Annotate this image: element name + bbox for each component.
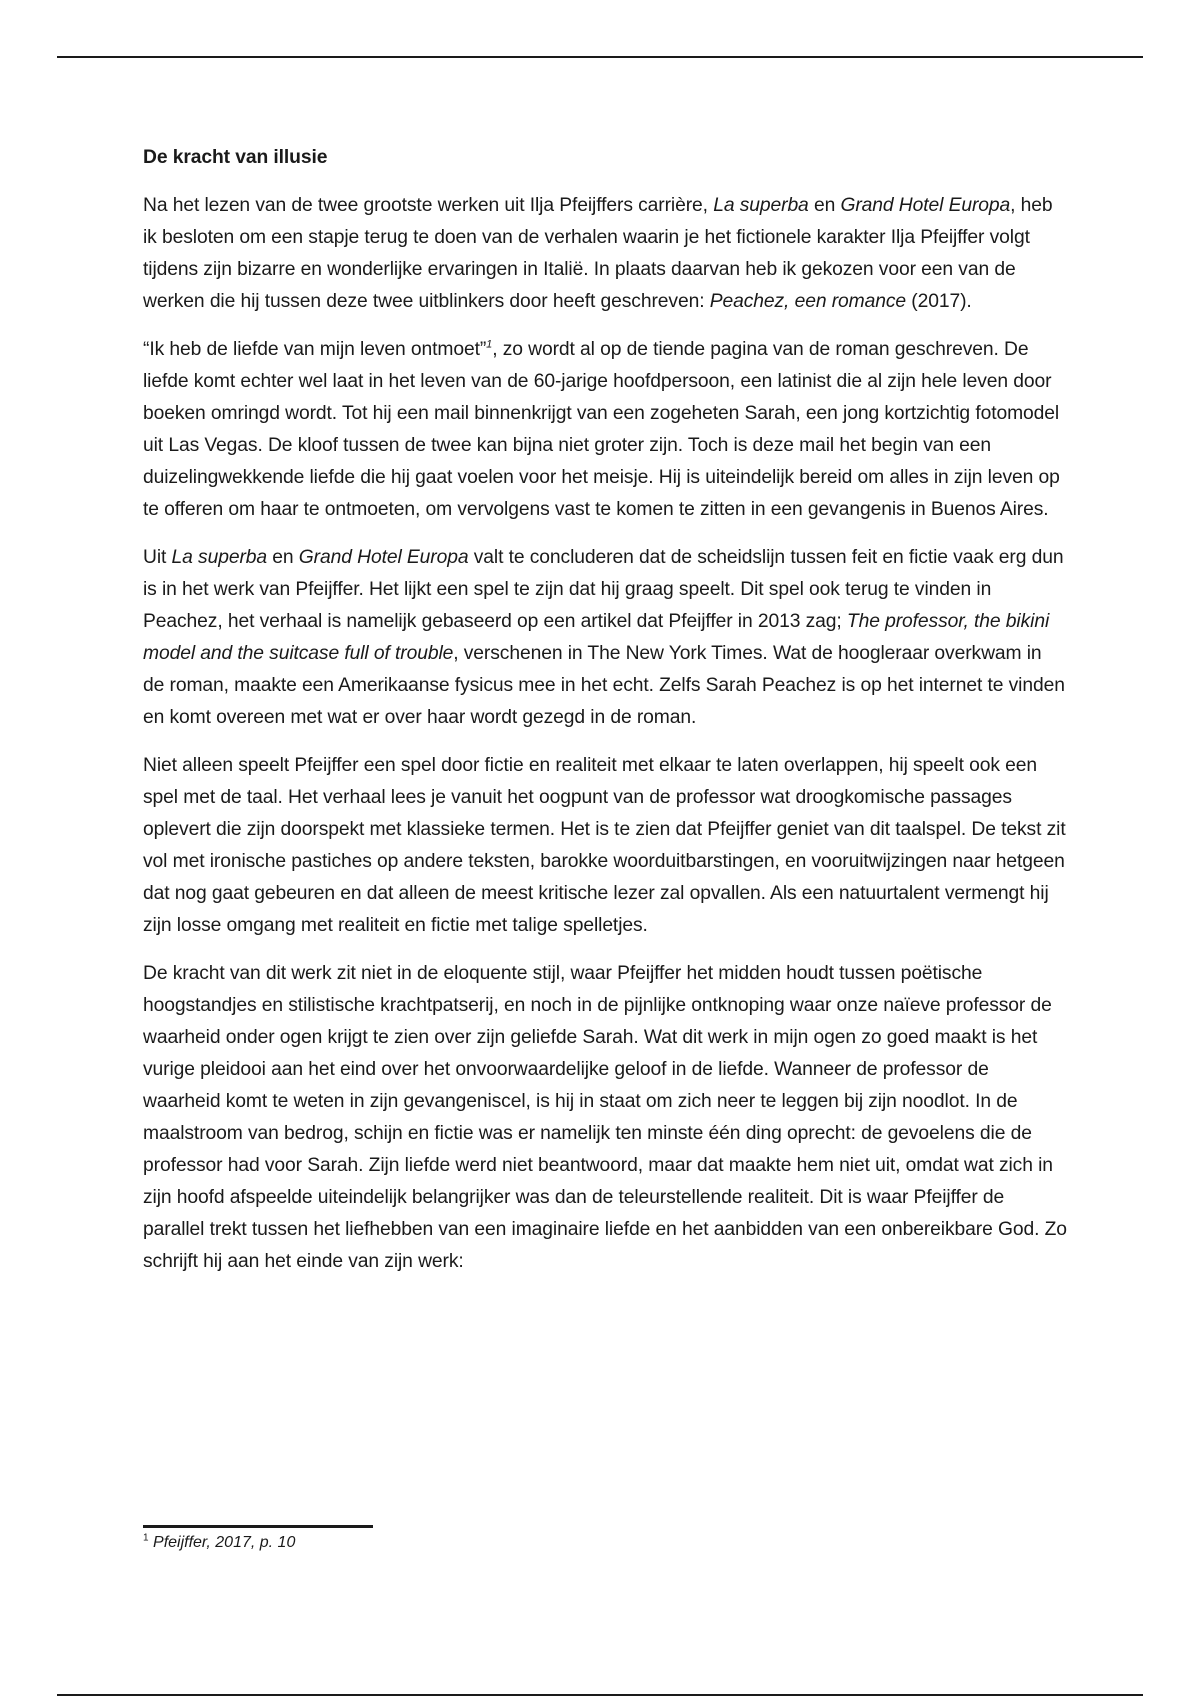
footnote [143,1531,295,1555]
p3-article-title: The professor, the bikini model and the suitcase full of trouble [143,611,1050,664]
p1-text-4: (2017). [906,291,972,312]
p3-text-4: , verschenen in The New York Times. Wat de hoogleraar overkwam in de roman, maakte een Amerikaanse fysicus mee in het echt. Zelfs Sarah Peachez is op het internet te vinden en komt overeen met wat er over haar wordt gezegd in de roman. [143,643,1065,728]
footnote-text: Pfeijffer, 2017, p. 10 [153,1534,296,1551]
p1-text-3: , heb ik besloten om een stapje terug te doen van de verhalen waarin je het fictionele karakter Ilja Pfeijffer volgt tijdens zijn bizarre en wonderlijke ervaringen in Italië. In plaats daarvan heb ik gekozen voor een van de werken die hij tussen deze twee uitblinkers door heeft geschreven: [143,195,1053,312]
p3-title-la-superba: La superba [171,547,268,568]
paragraph-4: Niet alleen speelt Pfeijffer een spel door fictie en realiteit met elkaar te laten overlappen, hij speelt ook een spel met de taal. Het verhaal lees je vanuit het oogpunt van de professor wat droogkomische passages oplevert die zijn doorspekt met klassieke termen. Het is te zien dat Pfeijffer geniet van dit taalspel. De tekst zit vol met ironische pastiches op andere teksten, barokke woorduitbarstingen, en vooruitwijzingen naar hetgeen dat nog gaat gebeuren en dat alleen de meest kritische lezer zal opvallen. Als een natuurtalent vermengt hij zijn losse omgang met realiteit en fictie met talige spelletjes. [143,755,1066,936]
page-bottom-rule [57,1694,1143,1696]
p1-title-peachez: Peachez, een romance [709,291,907,312]
p3-text-1: Uit [143,547,172,568]
p2-text: , zo wordt al op de tiende pagina van de roman geschreven. De liefde komt echter wel laat in het leven van de 60-jarige hoofdpersoon, een latinist die al zijn hele leven door boeken omringd wordt. Tot hij een mail binnenkrijgt van een zogeheten Sarah, een jong kortzichtig fotomodel uit Las Vegas. De kloof tussen de twee kan bijna niet groter zijn. Toch is deze mail het begin van een duizelingwekkende liefde die hij gaat voelen voor het meisje. Hij is uiteindelijk bereid om alles in zijn leven op te offeren om haar te ontmoeten, om vervolgens vast te komen te zitten in een gevangenis in Buenos Aires. [143,339,1060,520]
p3-text-3: valt te concluderen dat de scheidslijn tussen feit en fictie vaak erg dun is in het werk van Pfeijffer. Het lijkt een spel te zijn dat hij graag speelt. Dit spel ook terug te vinden in Peachez, het verhaal is namelijk gebaseerd op een artikel dat Pfeijffer in 2013 zag; [143,547,1064,632]
p1-title-grand-hotel-europa: Grand Hotel Europa [840,195,1011,216]
document-title: De kracht van illusie [143,147,328,168]
footnote-reference[interactable]: 1 [486,338,493,351]
paragraph-5: De kracht van dit werk zit niet in de eloquente stijl, waar Pfeijffer het midden houdt tussen poëtische hoogstandjes en stilistische krachtpatserij, en noch in de pijnlijke ontknoping waar onze naïeve professor de waarheid onder ogen krijgt te zien over zijn geliefde Sarah. Wat dit werk in mijn ogen zo goed maakt is het vurige pleidooi aan het eind over het onvoorwaardelijke geloof in de liefde. Wanneer de professor de waarheid komt te weten in zijn gevangeniscel, is hij in staat om zich neer te leggen bij zijn noodlot. In de maalstroom van bedrog, schijn en fictie was er namelijk ten minste één ding oprecht: de gevoelens die de professor had voor Sarah. Zijn liefde werd niet beantwoord, maar dat maakte hem niet uit, omdat wat zich in zijn hoofd afspeelde uiteindelijk belangrijker was dan de teleurstellende realiteit. Dit is waar Pfeijffer de parallel trekt tussen het liefhebben van een imaginaire liefde en het aanbidden van een onbereikbare God. Zo schrijft hij aan het einde van zijn werk: [143,963,1067,1272]
p1-text-2: en [808,195,841,216]
paragraph-1 [143,190,1068,318]
p1-title-la-superba: La superba [713,195,809,216]
page-top-rule [57,56,1143,58]
document-body [143,142,1068,1294]
p2-quote: “Ik heb de liefde van mijn leven ontmoet” [143,339,487,360]
footnote-separator [143,1525,373,1528]
footnote-number: 1 [143,1532,149,1544]
paragraph-2 [143,334,1068,526]
p3-title-grand-hotel-europa: Grand Hotel Europa [298,547,469,568]
paragraph-3 [143,542,1068,734]
p3-text-2: en [267,547,299,568]
p1-text-1: Na het lezen van de twee grootste werken uit Ilja Pfeijffers carrière, [143,195,714,216]
